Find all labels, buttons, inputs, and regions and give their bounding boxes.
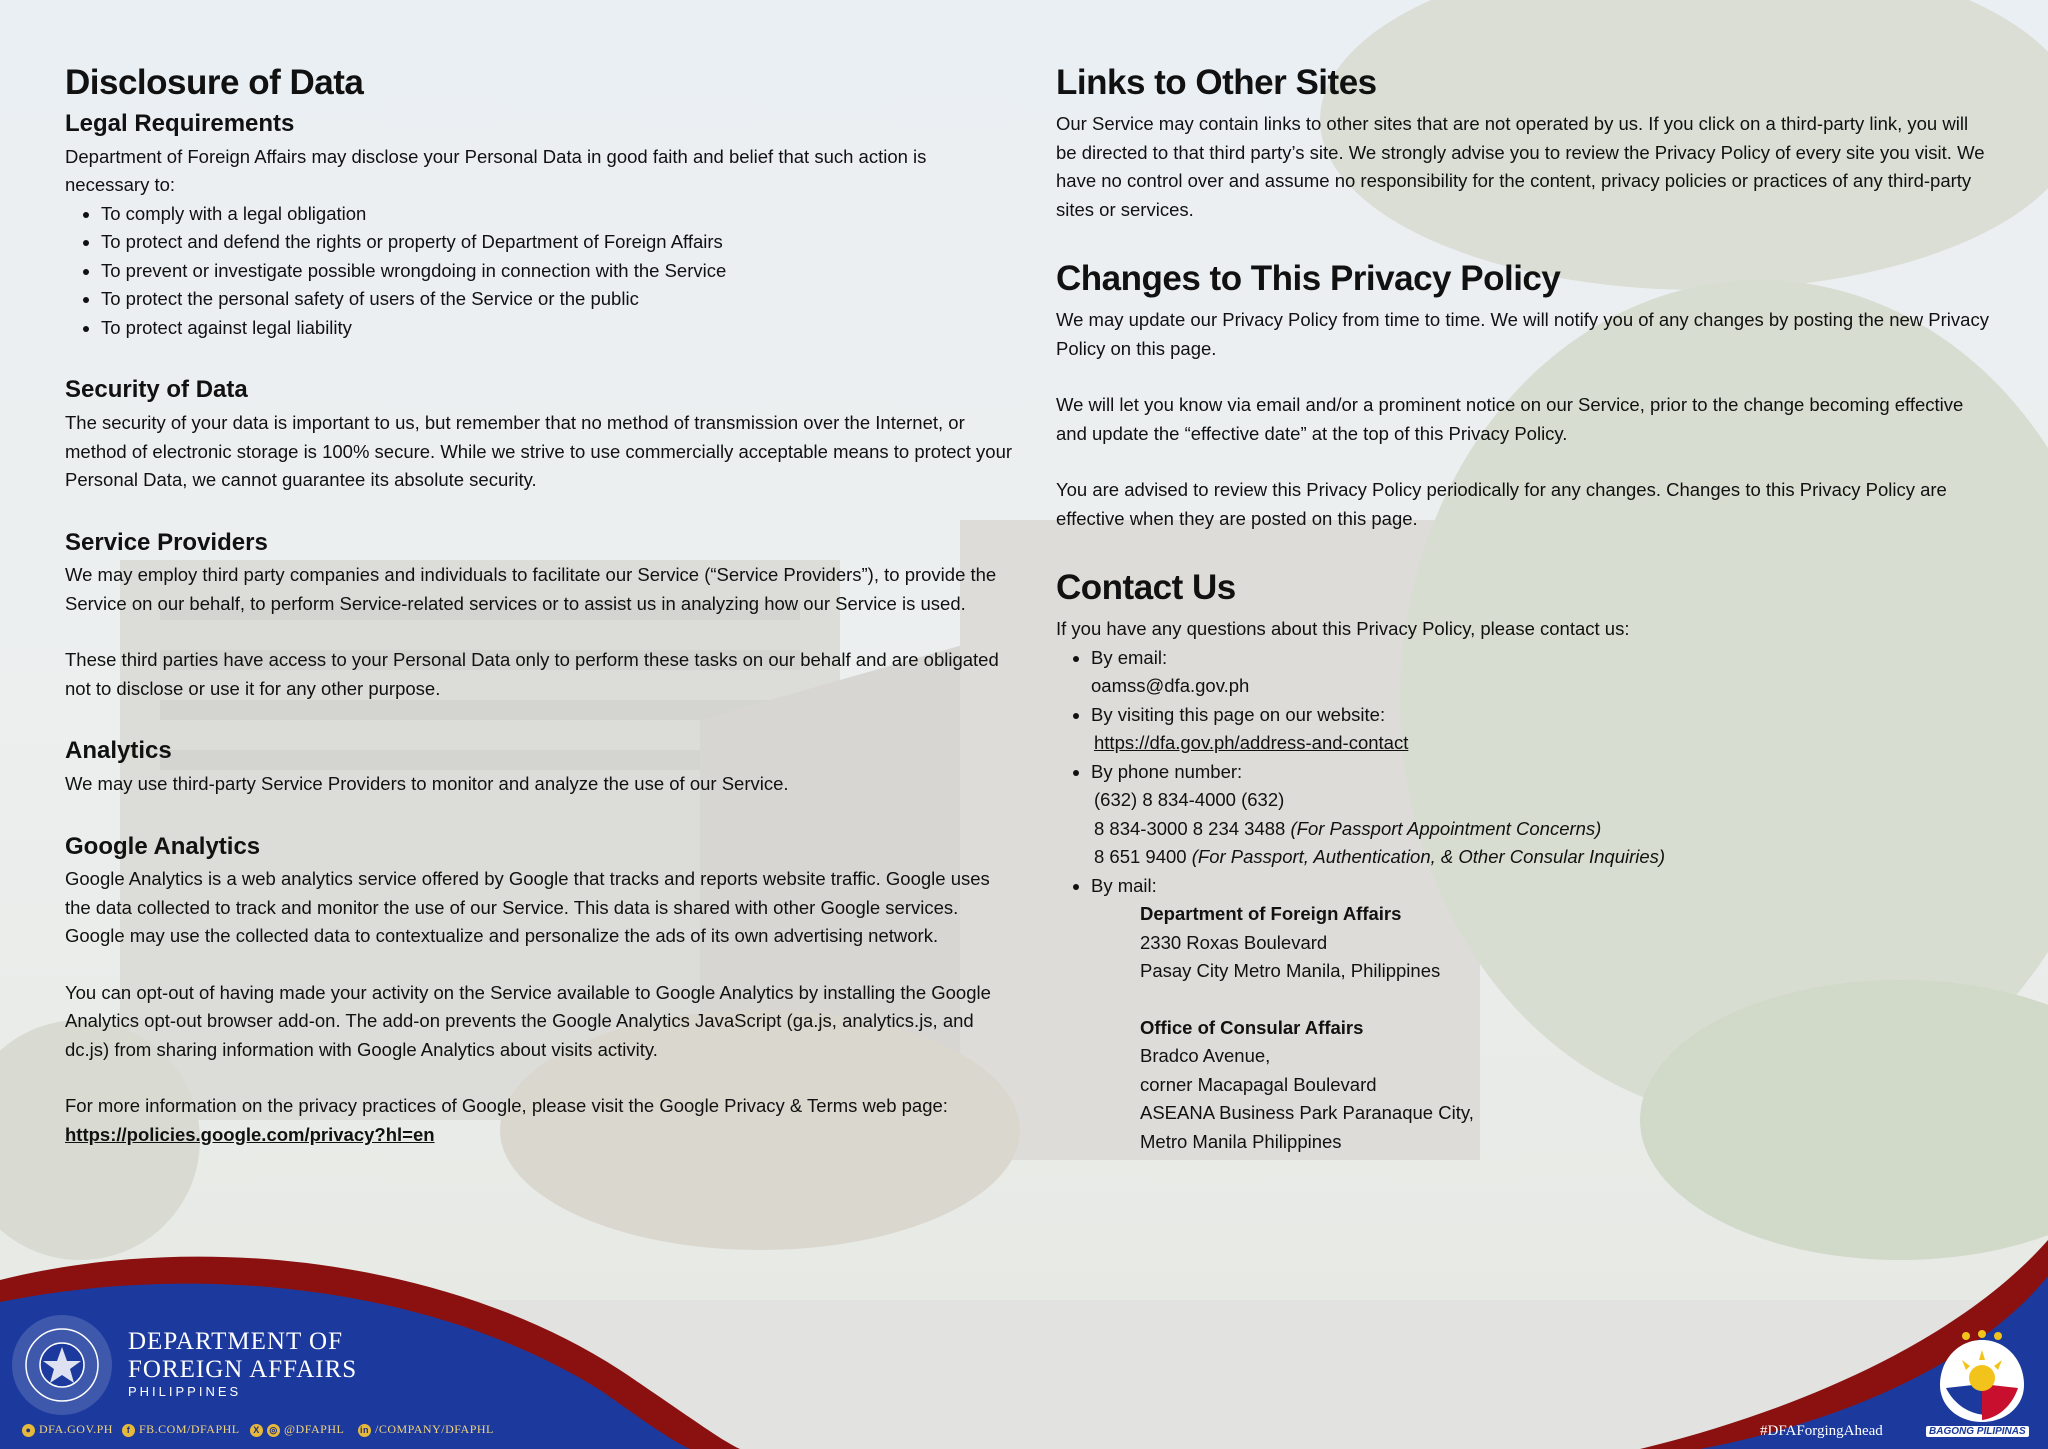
dfa-seal-icon xyxy=(10,1313,114,1417)
phone-label: By phone number: xyxy=(1091,760,1243,782)
left-column xyxy=(65,62,1015,1149)
changes-title: Changes to This Privacy Policy xyxy=(1056,259,1561,298)
links-body: Our Service may contain links to other sites that are not operated by us. If you click on a third-party link, you will be directed to that third party’s site. We strongly advise you to review the Privacy Policy of every site you visit. We have no control over and assume no responsibility for the content, privacy policies or practices of any third-party sites or services. xyxy=(1056,113,1985,220)
dept-name-line-1: DEPARTMENT OF xyxy=(128,1328,344,1355)
social-website[interactable]: ● DFA.GOV.PH xyxy=(22,1422,113,1437)
providers-body-1: We may employ third party companies and individuals to facilitate our Service (“Service Providers”), to provide the Service on our behalf, to perform Service-related services or to assist us in analyzing how our Service is used. xyxy=(65,564,997,614)
changes-body-3: You are advised to review this Privacy Policy periodically for any changes. Changes to this Privacy Policy are effective when they are posted on this page. xyxy=(1056,479,1947,529)
address-2-line-1: Bradco Avenue, xyxy=(1140,1045,1271,1066)
list-item: • To protect the personal safety of users of the Service or the public xyxy=(101,285,1015,314)
google-privacy-link[interactable]: https://policies.google.com/privacy?hl=en xyxy=(65,1123,435,1145)
providers-body-2: These third parties have access to your Personal Data only to perform these tasks on our behalf and are obligated not to disclose or use it for any other purpose. xyxy=(65,649,999,699)
contact-list xyxy=(1056,644,1991,901)
mail-address-block xyxy=(1056,900,1991,1156)
address-1-name: Department of Foreign Affairs xyxy=(1140,903,1402,924)
email-address: oamss@dfa.gov.ph xyxy=(1091,675,1250,696)
legal-requirements-title: Legal Requirements xyxy=(65,110,295,137)
contact-web-link[interactable]: https://dfa.gov.ph/address-and-contact xyxy=(1094,732,1409,753)
globe-icon: ● xyxy=(22,1424,35,1437)
x-icon: X xyxy=(250,1424,263,1437)
bagong-pilipinas-badge: BAGONG PILIPINAS xyxy=(1926,1426,2029,1437)
phone-2-note: (For Passport Appointment Concerns) xyxy=(1290,817,1602,839)
bagong-pilipinas-logo-icon xyxy=(1936,1330,2028,1426)
disclosure-title: Disclosure of Data xyxy=(65,63,364,102)
list-item: • To prevent or investigate possible wrongdoing in connection with the Service xyxy=(101,257,1015,286)
security-body: The security of your data is important to us, but remember that no method of transmission over the Internet, or method of electronic storage is 100% secure. While we strive to use commercially acceptable means to protect your Personal Data, we cannot guarantee its absolute security. xyxy=(65,412,1013,491)
google-analytics-title: Google Analytics xyxy=(65,832,261,860)
dept-name-line-3: PHILIPPINES xyxy=(128,1384,242,1399)
address-2-line-4: Metro Manila Philippines xyxy=(1140,1130,1342,1152)
contact-email-item xyxy=(1091,644,1991,701)
address-2-line-3: ASEANA Business Park Paranaque City, xyxy=(1140,1102,1474,1123)
social-facebook[interactable]: f FB.COM/DFAPHL xyxy=(122,1422,240,1437)
legal-list xyxy=(65,200,1015,343)
list-item: • To protect and defend the rights or property of Department of Foreign Affairs xyxy=(101,228,1015,257)
phone-2: 8 834-3000 8 234 3488 xyxy=(1094,817,1286,839)
list-item: • To protect against legal liability xyxy=(101,314,1015,343)
email-label: By email: xyxy=(1091,646,1168,668)
address-2-name: Office of Consular Affairs xyxy=(1140,1016,1364,1038)
address-1-line-1: 2330 Roxas Boulevard xyxy=(1140,931,1328,953)
legal-intro: Department of Foreign Affairs may disclose your Personal Data in good faith and belief that such action is necessary to: xyxy=(65,145,927,196)
analytics-body: We may use third-party Service Providers to monitor and analyze the use of our Service. xyxy=(65,773,789,795)
contact-intro: If you have any questions about this Privacy Policy, please contact us: xyxy=(1056,618,1630,639)
address-2-line-2: corner Macapagal Boulevard xyxy=(1140,1073,1377,1095)
linkedin-icon: in xyxy=(360,1424,369,1435)
contact-phone-item xyxy=(1091,758,1991,872)
social-linkedin[interactable]: in /COMPANY/DFAPHL xyxy=(360,1422,494,1436)
right-column xyxy=(1056,62,1991,1156)
phone-1: (632) 8 834-4000 (632) xyxy=(1094,789,1285,810)
phone-3-note: (For Passport, Authentication, & Other Consular Inquiries) xyxy=(1191,846,1666,867)
google-body-2: You can opt-out of having made your activity on the Service available to Google Analytics by installing the Google Analytics opt-out browser add-on. The add-on prevents the Google Analytics JavaScript (ga.js, analytics.js, and dc.js) from sharing information with Google Analytics about visits activity. xyxy=(65,981,991,1060)
social-x-instagram[interactable]: X ◎ @DFAPHL xyxy=(250,1422,344,1437)
address-1-line-2: Pasay City Metro Manila, Philippines xyxy=(1140,960,1441,981)
dept-name-line-2: FOREIGN AFFAIRS xyxy=(128,1356,358,1383)
list-item: • To comply with a legal obligation xyxy=(101,200,1015,229)
google-body-3: For more information on the privacy practices of Google, please visit the Google Privacy & Terms web page: xyxy=(65,1095,948,1117)
contact-title: Contact Us xyxy=(1056,568,1236,607)
security-title: Security of Data xyxy=(65,376,248,404)
google-body-1: Google Analytics is a web analytics service offered by Google that tracks and reports website traffic. Google uses the data collected to track and monitor the use of our Service. This data is shared with other Google services. Google may use the collected data to contextualize and personalize the ads of its own advertising network. xyxy=(65,868,990,947)
contact-web-item xyxy=(1091,701,1991,758)
links-title: Links to Other Sites xyxy=(1056,63,1377,102)
mail-label: By mail: xyxy=(1091,874,1157,896)
changes-body-2: We will let you know via email and/or a prominent notice on our Service, prior to the change becoming effective and update the “effective date” at the top of this Privacy Policy. xyxy=(1056,394,1964,444)
contact-mail-item xyxy=(1091,872,1991,901)
instagram-icon: ◎ xyxy=(267,1424,280,1437)
providers-title: Service Providers xyxy=(65,528,268,556)
analytics-title: Analytics xyxy=(65,737,172,765)
phone-3: 8 651 9400 xyxy=(1094,846,1187,867)
facebook-icon: f xyxy=(122,1424,135,1437)
web-label: By visiting this page on our website: xyxy=(1091,703,1386,725)
changes-body-1: We may update our Privacy Policy from time to time. We will notify you of any changes by posting the new Privacy Policy on this page. xyxy=(1056,309,1989,359)
hashtag: #DFAForgingAhead xyxy=(1760,1423,1883,1439)
